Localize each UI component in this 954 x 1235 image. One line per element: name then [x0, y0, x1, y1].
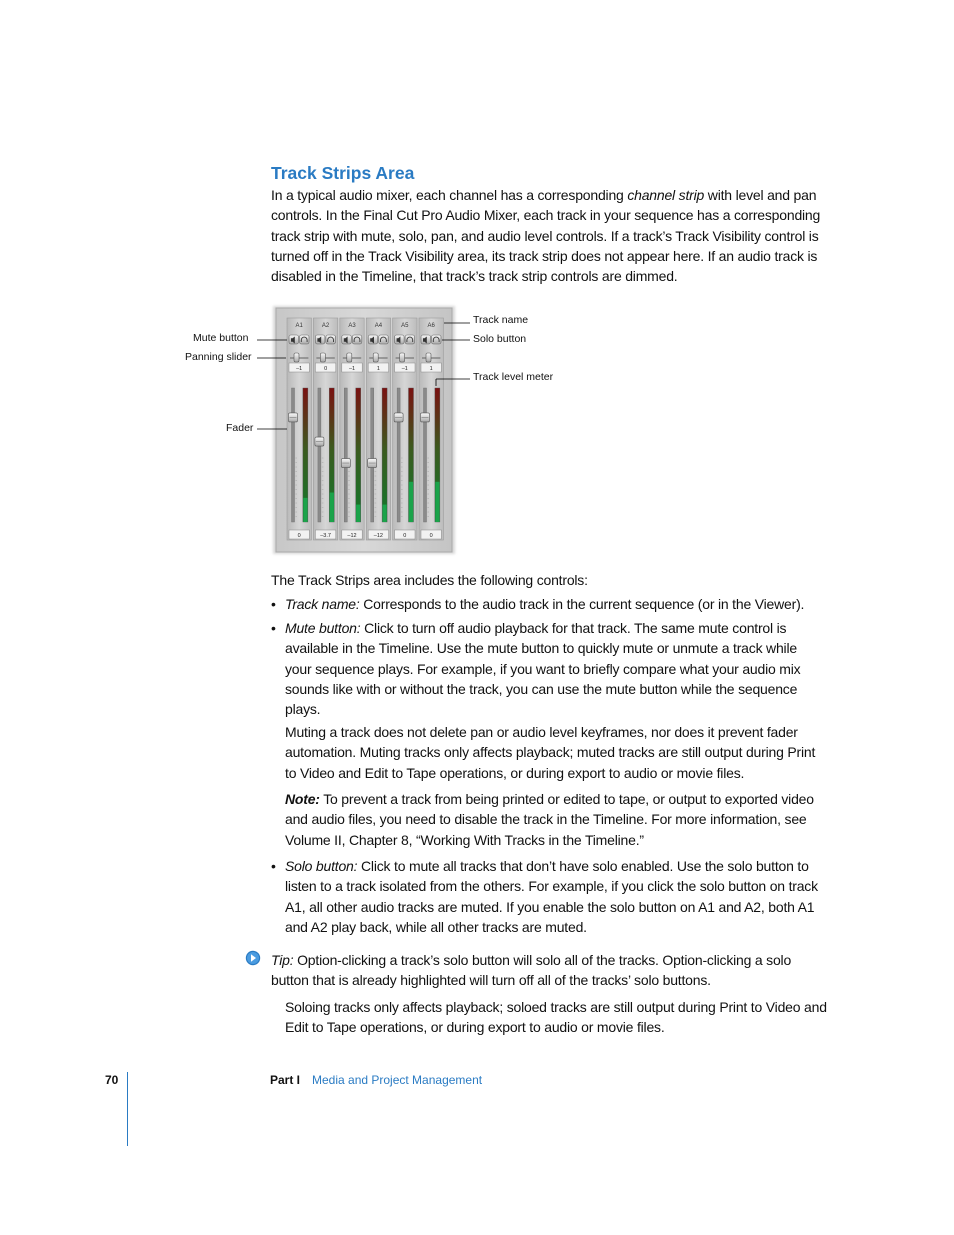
mute-button[interactable]: [421, 335, 431, 344]
level-value: 0: [429, 533, 433, 539]
track-strip-a2: [313, 318, 337, 540]
bullet-term: Mute button:: [285, 620, 361, 636]
bullet-text: Corresponds to the audio track in the current sequence (or in the Viewer).: [359, 596, 805, 612]
pan-slider-thumb[interactable]: [347, 353, 352, 362]
footer-part: Part I: [270, 1073, 301, 1087]
track-strip-a6: [419, 318, 443, 540]
controls-intro: The Track Strips area includes the following controls:: [271, 572, 588, 588]
track-strip-a1: [287, 318, 311, 540]
note-text: To prevent a track from being printed or edited to tape, or output to exported video and audio files, you need to disable the track in the Timeline. For more information, see Volume II, Chapter 8, “Working With Tracks in the Timeline.”: [285, 791, 814, 848]
pan-slider-thumb[interactable]: [400, 353, 405, 362]
intro-term: channel strip: [627, 187, 705, 203]
track-strips-figure: [180, 300, 580, 560]
callout-solo-button: Solo button: [473, 333, 527, 345]
callout-track-name: Track name: [473, 314, 529, 326]
bullet-dot: •: [271, 620, 276, 636]
bullet-term: Track name:: [285, 596, 360, 612]
pan-value: 1: [429, 366, 433, 372]
closing-paragraph: Soloing tracks only affects playback; soloed tracks are still output during Print to Video and Edit to Tape operations, or during export to audio or movie files.: [285, 999, 827, 1036]
level-value: –3.7: [320, 533, 331, 539]
level-value: 0: [297, 533, 301, 539]
fader-groove: [318, 388, 321, 522]
solo-button[interactable]: [300, 335, 310, 344]
track-level-meter: [356, 388, 361, 522]
pan-value: –1: [296, 366, 303, 372]
track-strip-a5: [393, 318, 417, 540]
solo-button[interactable]: [379, 335, 389, 344]
tip-term: Tip:: [271, 952, 294, 968]
fader-groove: [424, 388, 427, 522]
note-paragraph: [285, 789, 827, 850]
meter-level-fill: [356, 505, 360, 522]
intro-part1: In a typical audio mixer, each channel has a corresponding: [271, 187, 628, 203]
mute-button[interactable]: [342, 335, 352, 344]
callout-mute-button: Mute button: [193, 332, 249, 344]
pan-value: 1: [376, 366, 380, 372]
track-strip-a3: [340, 318, 364, 540]
track-name-label: A3: [348, 323, 356, 329]
level-value: –12: [373, 533, 383, 539]
pan-value: –1: [348, 366, 356, 372]
note-term: Note:: [285, 791, 320, 807]
fader-groove: [371, 388, 374, 522]
fader-groove: [397, 388, 400, 522]
bullet-term: Solo button:: [285, 858, 358, 874]
mute-button[interactable]: [315, 335, 325, 344]
tip-text: Option-clicking a track’s solo button will solo all of the tracks. Option-clicking a solo button that is already highlighted will turn off all of the tracks’ solo buttons.: [271, 952, 792, 989]
bullet-track-name: [271, 594, 827, 614]
mute-button[interactable]: [289, 335, 299, 344]
footer-rule: [127, 1072, 128, 1146]
level-value: 0: [403, 533, 407, 539]
callout-track-level-meter: Track level meter: [473, 371, 554, 383]
intro-paragraph: [271, 185, 827, 286]
fader-groove: [344, 388, 347, 522]
level-value: –12: [347, 533, 357, 539]
solo-button[interactable]: [326, 335, 336, 344]
pan-slider-thumb[interactable]: [294, 353, 299, 362]
track-name-label: A6: [427, 323, 435, 329]
footer-title: Media and Project Management: [312, 1073, 483, 1087]
fader-groove: [292, 388, 295, 522]
meter-level-fill: [435, 482, 439, 522]
meter-level-fill: [409, 482, 413, 522]
page-number: 70: [105, 1073, 119, 1087]
meter-level-fill: [383, 505, 387, 522]
track-name-label: A4: [374, 323, 383, 329]
bullet-solo-button: [271, 856, 827, 937]
mute-followup: Muting a track does not delete pan or audio level keyframes, nor does it prevent fader automation. Muting tracks only affects playback; muted tracks are still output during Print to Video and Edit to Tape operations, or during export to audio or movie files.: [285, 724, 816, 781]
pan-slider-thumb[interactable]: [320, 353, 325, 362]
pan-slider-thumb[interactable]: [373, 353, 378, 362]
solo-button[interactable]: [432, 335, 442, 344]
meter-level-fill: [330, 493, 334, 522]
solo-button[interactable]: [405, 335, 415, 344]
track-name-label: A2: [321, 323, 330, 329]
bullet-dot: •: [271, 858, 276, 874]
meter-level-fill: [303, 498, 307, 522]
pan-slider-thumb[interactable]: [426, 353, 431, 362]
intro-part2: with level and pan controls. In the Final Cut Pro Audio Mixer, each track in your sequence has a corresponding track strip with mute, solo, pan, and audio level controls. If a track’s Track Visibility control is turned off in the Track Visibility area, its track strip does not appear here. If an audio track is disabled in the Timeline, that track’s track strip controls are dimmed.: [271, 187, 821, 285]
tip-paragraph: [271, 950, 827, 991]
track-name-label: A5: [401, 323, 409, 329]
pan-value: –1: [401, 366, 408, 372]
track-level-meter: [382, 388, 387, 522]
tip-arrow-icon: [245, 950, 261, 966]
bullet-text: Click to turn off audio playback for that track. The same mute control is available in the Timeline. Use the mute button to quickly mute or unmute a track while your sequence plays. For example, if you want to briefly compare what your audio mix sounds like with or without the track, you can use the mute button while the sequence plays.: [285, 620, 801, 718]
mute-button[interactable]: [395, 335, 405, 344]
solo-button[interactable]: [352, 335, 362, 344]
callout-fader: Fader: [226, 422, 254, 434]
track-name-label: A1: [295, 323, 303, 329]
track-strip-a4: [366, 318, 390, 540]
mute-button[interactable]: [368, 335, 378, 344]
callout-panning-slider: Panning slider: [185, 351, 252, 363]
pan-value: 0: [324, 366, 328, 372]
bullet-mute-button: [271, 618, 827, 719]
section-title: Track Strips Area: [271, 163, 415, 183]
bullet-dot: •: [271, 596, 276, 612]
bullet-text: Click to mute all tracks that don’t have solo enabled. Use the solo button to listen to a track isolated from the others. For example, if you click the solo button on track A1, all other audio tracks are muted. If you enable the solo button on A1 and A2, both A1 and A2 play back, while all other tracks are muted.: [285, 858, 818, 935]
